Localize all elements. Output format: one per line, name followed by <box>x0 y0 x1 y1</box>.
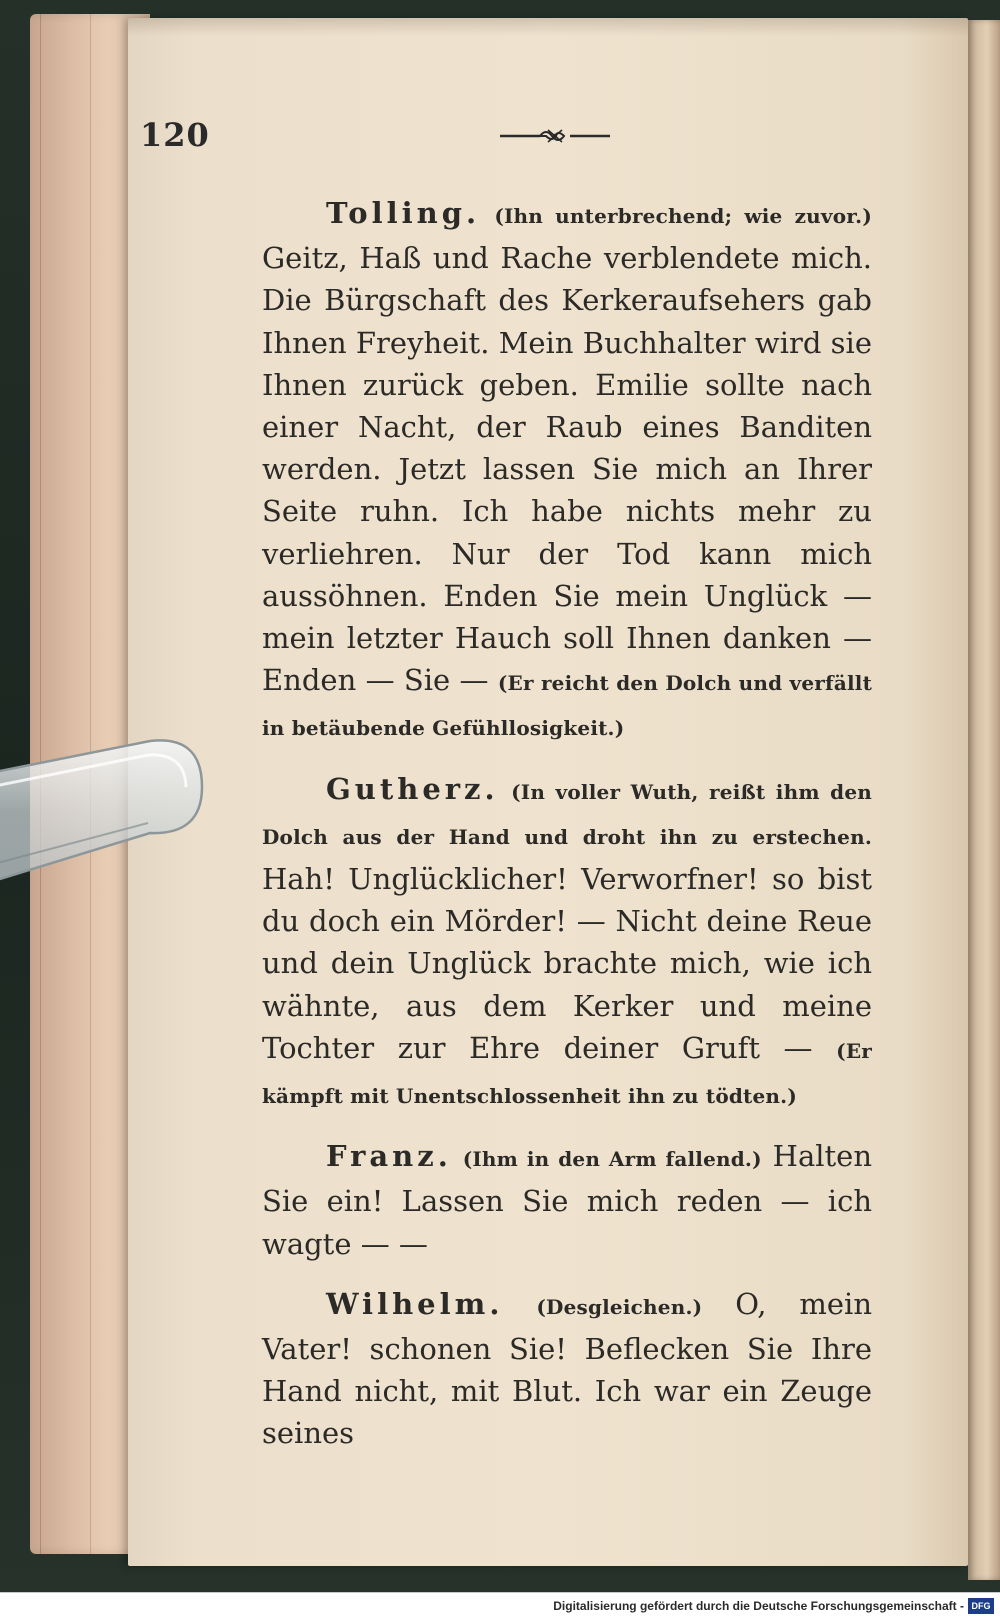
running-head <box>140 112 840 162</box>
dialogue-paragraph <box>262 192 872 750</box>
stage-direction: (In voller Wuth, reißt ihm den Dolch aus der Hand und droht ihn zu erstechen. <box>262 779 872 849</box>
adjacent-page-edge <box>968 20 1000 1580</box>
dialogue-text: Halten Sie ein! Lassen Sie mich reden — ich wagte — — <box>262 1139 873 1261</box>
page-top-shadow <box>128 18 968 36</box>
speaker-name: Franz. <box>326 1139 452 1174</box>
fleuron-ornament-icon <box>500 126 610 146</box>
speaker-name: Gutherz. <box>326 771 499 806</box>
footer-bar <box>0 1592 1000 1617</box>
page-text <box>262 192 872 1473</box>
funding-credit: Digitalisierung gefördert durch die Deutsche Forschungsgemeinschaft - <box>553 1599 964 1613</box>
dialogue-paragraph <box>262 1135 872 1265</box>
stage-direction: (Desgleichen.) <box>536 1294 703 1319</box>
dialogue-paragraph <box>262 1283 872 1455</box>
stage-direction: (Ihm in den Arm fallend.) <box>462 1147 762 1172</box>
dialogue-text: Hah! Unglücklicher! Verworfner! so bist du doch ein Mörder! — Nicht deine Reue und dein Unglück brachte mich, wie ich wähnte, aus dem Kerker und meine Tochter zur Ehre deiner Gruft — <box>262 862 872 1065</box>
dialogue-paragraph <box>262 768 872 1118</box>
dialogue-text: Geitz, Haß und Rache verblendete mich. Die Bürgschaft des Kerkeraufsehers gab Ihnen Freyheit. Mein Buchhalter wird sie Ihnen zurück geben. Emilie sollte nach einer Nacht, der Raub eines Banditen werden. Jetzt lassen Sie mich an Ihrer Seite ruhn. Ich habe nichts mehr zu verliehren. Nur der Tod kann mich aussöhnen. Enden Sie mein Unglück — mein letzter Hauch soll Ihnen danken — Enden — Sie — <box>262 241 872 698</box>
page-number: 120 <box>140 116 210 154</box>
dfg-logo-icon: DFG <box>968 1598 994 1614</box>
page-clip-icon <box>0 735 208 885</box>
speaker-name: Wilhelm. <box>326 1286 504 1321</box>
dialogue-text: O, mein Vater! schonen Sie! Beflecken Sie Ihre Hand nicht, mit Blut. Ich war ein Zeuge seines <box>262 1286 873 1451</box>
stage-direction: (Er kämpft mit Unentschlossenheit ihn zu tödten.) <box>262 1038 873 1109</box>
speaker-name: Tolling. <box>326 196 481 230</box>
stage-direction: (Ihn unterbrechend; wie zuvor.) <box>494 204 872 228</box>
stage-direction: (Er reicht den Dolch und verfällt in betäubende Gefühllosigkeit.) <box>262 671 873 741</box>
